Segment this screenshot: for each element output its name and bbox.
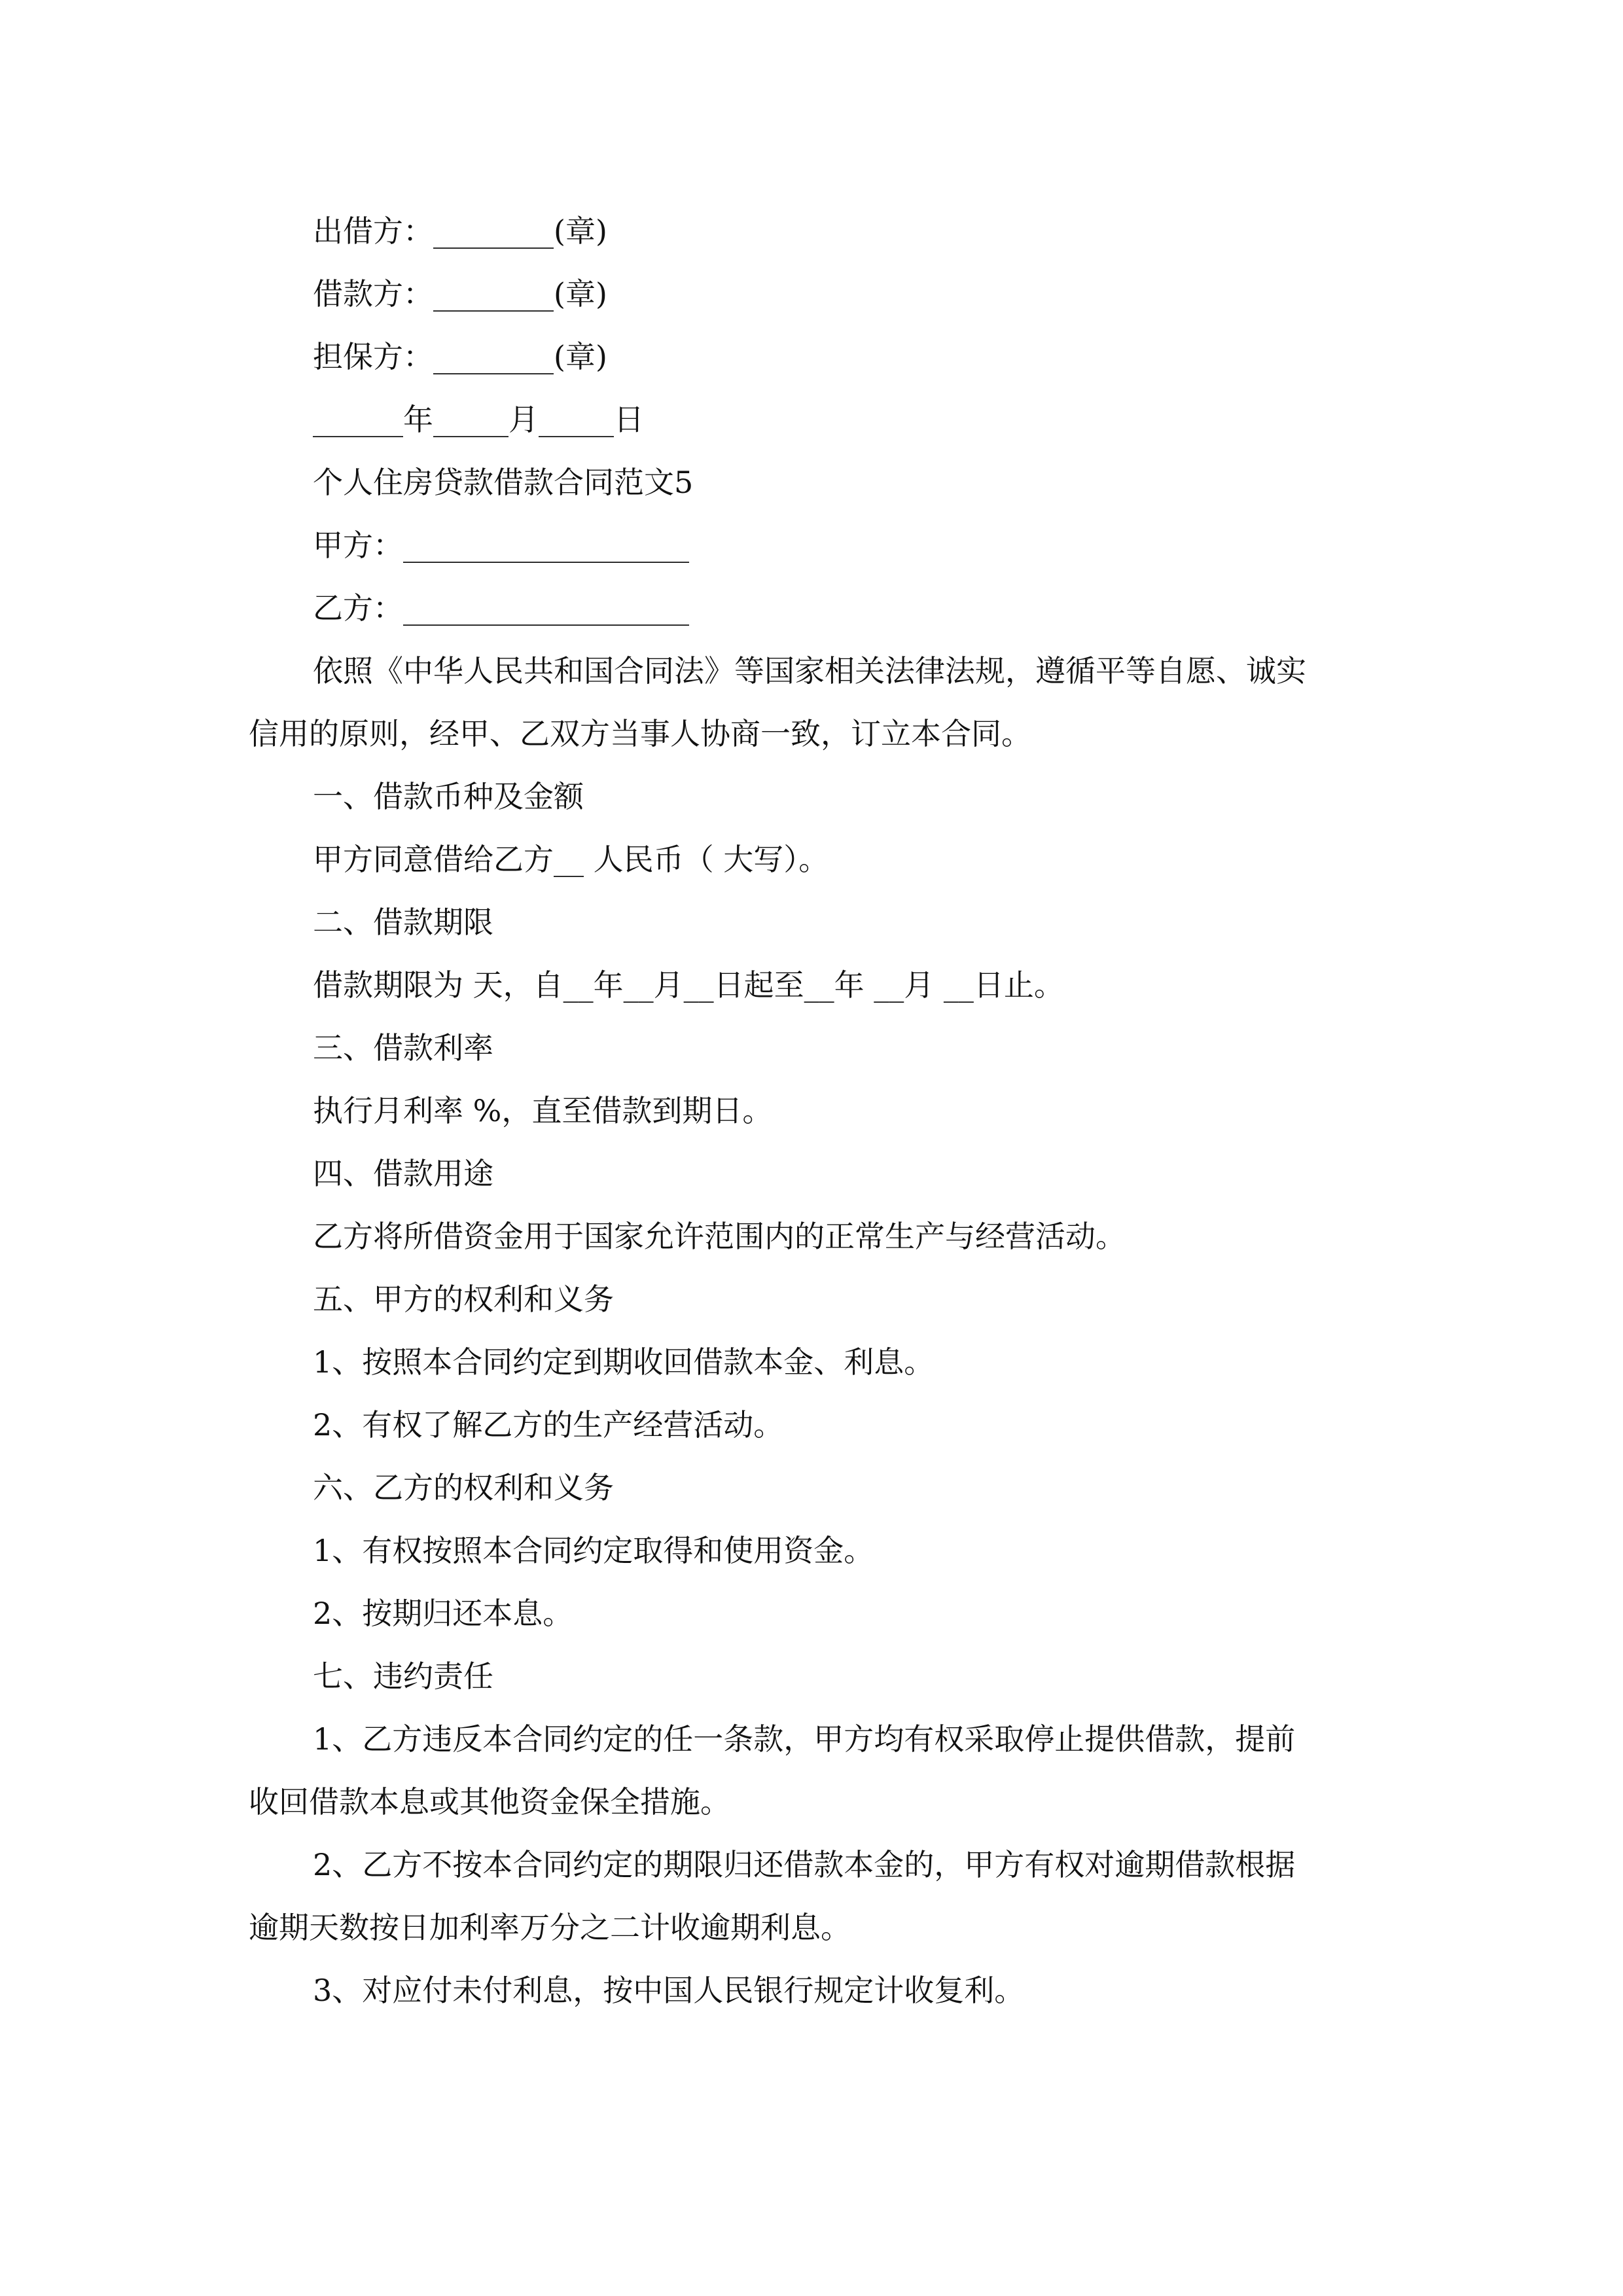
party-b-line: 乙方：___________________ [313, 590, 689, 626]
clause-heading-5: 五、甲方的权利和义务 [313, 1282, 614, 1317]
clause-7-item-2-line-1: 2、乙方不按本合同约定的期限归还借款本金的，甲方有权对逾期借款根据 [313, 1847, 1296, 1882]
clause-7-item-3: 3、对应付未付利息，按中国人民银行规定计收复利。 [313, 1973, 1025, 2008]
guarantor-signature-line: 担保方：________(章) [313, 339, 607, 374]
date-line: ______年_____月_____日 [313, 402, 644, 437]
intro-paragraph-line-2: 信用的原则，经甲、乙双方当事人协商一致，订立本合同。 [249, 716, 1031, 751]
clause-6-item-2: 2、按期归还本息。 [313, 1596, 573, 1631]
clause-heading-1: 一、借款币种及金额 [313, 779, 584, 814]
party-a-line: 甲方：___________________ [313, 528, 689, 563]
clause-heading-4: 四、借款用途 [313, 1156, 493, 1191]
clause-6-item-1: 1、有权按照本合同约定取得和使用资金。 [313, 1533, 874, 1568]
clause-text-1: 甲方同意借给乙方__ 人民币（ 大写）。 [313, 842, 829, 877]
clause-heading-6: 六、乙方的权利和义务 [313, 1470, 614, 1505]
lender-signature-line: 出借方：________(章) [313, 213, 607, 249]
clause-text-3: 执行月利率 %，直至借款到期日。 [313, 1093, 773, 1128]
clause-heading-7: 七、违约责任 [313, 1659, 493, 1694]
clause-heading-3: 三、借款利率 [313, 1030, 493, 1066]
clause-7-item-1-line-2: 收回借款本息或其他资金保全措施。 [249, 1784, 730, 1820]
intro-paragraph-line-1: 依照《中华人民共和国合同法》等国家相关法律法规，遵循平等自愿、诚实 [313, 653, 1306, 689]
section-title: 个人住房贷款借款合同范文5 [313, 465, 694, 500]
clause-5-item-2: 2、有权了解乙方的生产经营活动。 [313, 1407, 784, 1443]
clause-heading-2: 二、借款期限 [313, 905, 493, 940]
clause-7-item-1-line-1: 1、乙方违反本合同约定的任一条款，甲方均有权采取停止提供借款，提前 [313, 1721, 1296, 1757]
clause-text-4: 乙方将所借资金用于国家允许范围内的正常生产与经营活动。 [313, 1219, 1126, 1254]
clause-text-2: 借款期限为 天，自__年__月__日起至__年 __月 __日止。 [313, 967, 1064, 1003]
borrower-signature-line: 借款方：________(章) [313, 276, 607, 312]
clause-5-item-1: 1、按照本合同约定到期收回借款本金、利息。 [313, 1344, 935, 1380]
clause-7-item-2-line-2: 逾期天数按日加利率万分之二计收逾期利息。 [249, 1910, 851, 1945]
